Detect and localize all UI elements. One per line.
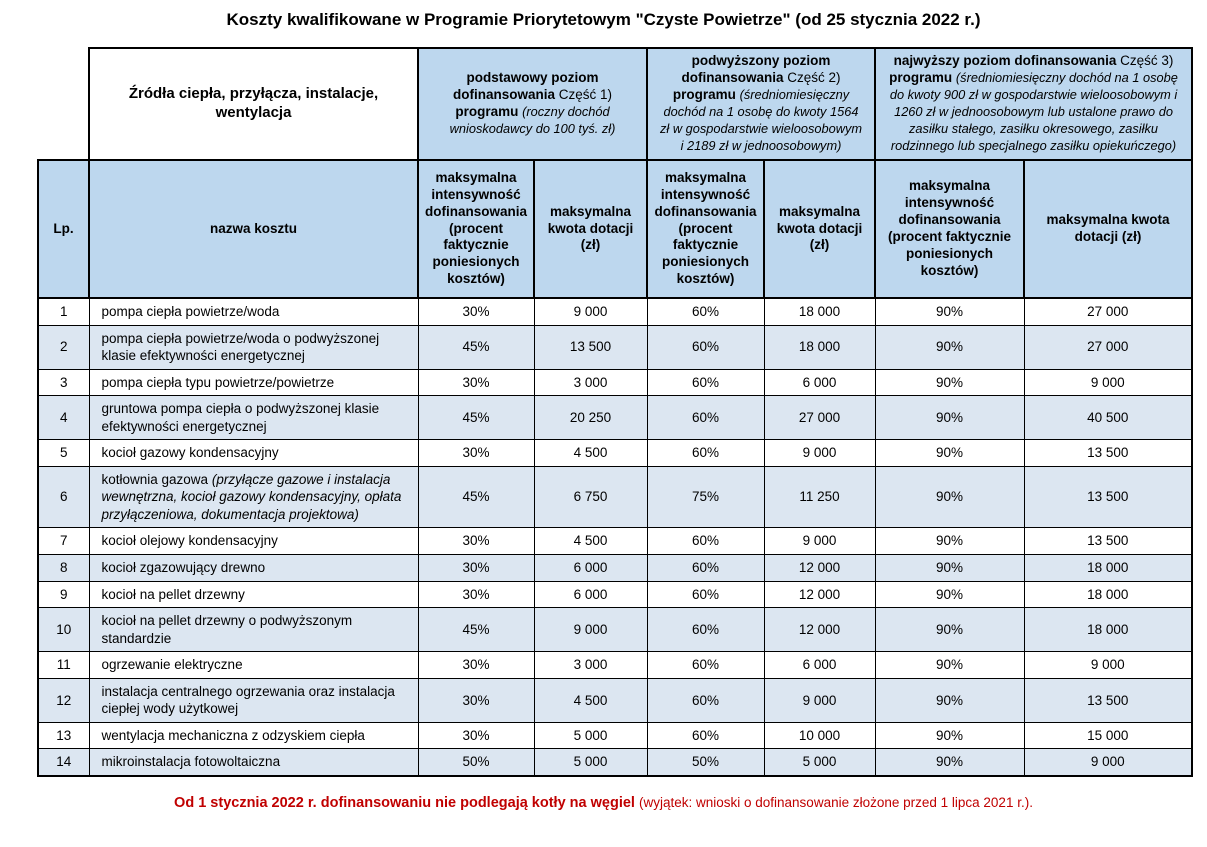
- table-row: [38, 396, 1192, 440]
- part1-amount-cell: 13 500: [534, 325, 647, 369]
- part3-intensity-column-header: maksymalna intensywność dofinansowania (procent faktycznie poniesionych kosztów): [875, 160, 1024, 298]
- table-row: [38, 678, 1192, 722]
- lp-cell: 3: [38, 369, 89, 396]
- part2-amount-cell: 9 000: [764, 678, 875, 722]
- cost-table: [37, 47, 1193, 777]
- group-basic-income-criteria: (roczny dochód wnioskodawcy do 100 tyś. zł): [449, 104, 616, 136]
- part3-amount-cell: 27 000: [1024, 325, 1192, 369]
- part2-intensity-cell: 50%: [647, 749, 764, 776]
- part1-intensity-cell: 50%: [418, 749, 534, 776]
- part1-intensity-cell: 30%: [418, 298, 534, 325]
- cost-name-cell: [89, 678, 418, 722]
- part3-intensity-cell: 90%: [875, 369, 1024, 396]
- table-row: [38, 749, 1192, 776]
- cost-name-cell: [89, 466, 418, 528]
- group-highest-program-label: programu: [889, 70, 956, 86]
- footer-note-main: Od 1 stycznia 2022 r. dofinansowaniu nie podlegają kotły na węgiel: [174, 794, 639, 811]
- table-row: [38, 440, 1192, 467]
- part3-amount-cell: 13 500: [1024, 440, 1192, 467]
- part1-intensity-cell: 30%: [418, 555, 534, 582]
- lp-cell: 14: [38, 749, 89, 776]
- cost-name-text: gruntowa pompa ciepła o podwyższonej klasie efektywności energetycznej: [101, 401, 380, 434]
- cost-name-cell: [89, 555, 418, 582]
- page-title: Koszty kwalifikowane w Programie Priorytetowym "Czyste Powietrze" (od 25 stycznia 2022 r.): [226, 10, 981, 29]
- cost-name-cell: [89, 298, 418, 325]
- part2-amount-cell: 9 000: [764, 528, 875, 555]
- lp-column-header: Lp.: [38, 160, 89, 298]
- part2-intensity-cell: 75%: [647, 466, 764, 528]
- group-increased-program-label: programu: [672, 87, 740, 103]
- lp-cell: 1: [38, 298, 89, 325]
- part1-amount-cell: 6 000: [534, 555, 647, 582]
- cost-name-text: kocioł zgazowujący drewno: [101, 560, 266, 576]
- part3-amount-cell: 18 000: [1024, 608, 1192, 652]
- part3-intensity-cell: 90%: [875, 528, 1024, 555]
- part1-intensity-column-header: maksymalna intensywność dofinansowania (procent faktycznie poniesionych kosztów): [418, 160, 534, 298]
- part2-amount-cell: 18 000: [764, 325, 875, 369]
- part2-intensity-cell: 60%: [647, 440, 764, 467]
- part1-amount-cell: 5 000: [534, 749, 647, 776]
- lp-cell: 12: [38, 678, 89, 722]
- part3-amount-cell: 9 000: [1024, 652, 1192, 679]
- lp-cell: 6: [38, 466, 89, 528]
- lp-cell: 9: [38, 581, 89, 608]
- part3-amount-cell: 18 000: [1024, 555, 1192, 582]
- cost-name-text: kocioł na pellet drzewny o podwyższonym standardzie: [101, 613, 353, 646]
- part1-amount-cell: 4 500: [534, 440, 647, 467]
- part2-intensity-cell: 60%: [647, 298, 764, 325]
- cost-name-text: kotłownia gazowa: [101, 471, 212, 487]
- lp-cell: 10: [38, 608, 89, 652]
- footer-note: [0, 794, 1207, 812]
- part2-intensity-cell: 60%: [647, 678, 764, 722]
- table-row: [38, 298, 1192, 325]
- group-basic-title: podstawowy poziom dofinansowania: [452, 70, 599, 103]
- cost-name-cell: [89, 528, 418, 555]
- group-header-basic-level: [418, 48, 647, 160]
- group-increased-title: podwyższony poziom dofinansowania: [681, 53, 831, 86]
- group-highest-income-criteria: (średniomiesięczny dochód na 1 osobę do kwoty 900 zł w gospodarstwie wieloosobowym i 1260 zł w jednoosobowym lub ustalone prawo do zasiłku stałego, zasiłku okresowego, zasiłku rodzinnego lub specjalnego zasiłku opiekuńczego): [889, 70, 1178, 153]
- part3-intensity-cell: 90%: [875, 652, 1024, 679]
- table-row: [38, 466, 1192, 528]
- part2-amount-cell: 11 250: [764, 466, 875, 528]
- part1-intensity-cell: 45%: [418, 608, 534, 652]
- cost-name-text: kocioł na pellet drzewny: [101, 586, 245, 602]
- part1-intensity-cell: 30%: [418, 369, 534, 396]
- part2-amount-cell: 12 000: [764, 555, 875, 582]
- lp-cell: 5: [38, 440, 89, 467]
- empty-corner-cell: [38, 48, 89, 160]
- lp-cell: 13: [38, 722, 89, 749]
- part3-amount-cell: 9 000: [1024, 369, 1192, 396]
- document-page: [0, 10, 1207, 812]
- table-row: [38, 652, 1192, 679]
- cost-name-text: pompa ciepła powietrze/woda: [101, 304, 280, 319]
- part1-intensity-cell: 30%: [418, 440, 534, 467]
- cost-name-cell: [89, 369, 418, 396]
- table-row: [38, 369, 1192, 396]
- part3-amount-cell: 13 500: [1024, 466, 1192, 528]
- part1-amount-cell: 3 000: [534, 652, 647, 679]
- part3-amount-column-header: maksymalna kwota dotacji (zł): [1024, 160, 1192, 298]
- group-increased-part-label: Część 2): [787, 70, 841, 86]
- part2-intensity-cell: 60%: [647, 608, 764, 652]
- group-header-highest-level: [875, 48, 1192, 160]
- part1-amount-cell: 5 000: [534, 722, 647, 749]
- part1-amount-column-header: maksymalna kwota dotacji (zł): [534, 160, 647, 298]
- part1-intensity-cell: 30%: [418, 652, 534, 679]
- column-header-row: [38, 160, 1192, 298]
- lp-cell: 4: [38, 396, 89, 440]
- part3-amount-cell: 13 500: [1024, 528, 1192, 555]
- part2-amount-cell: 18 000: [764, 298, 875, 325]
- table-row: [38, 555, 1192, 582]
- part1-intensity-cell: 30%: [418, 678, 534, 722]
- part2-amount-cell: 6 000: [764, 652, 875, 679]
- group-header-increased-level: [647, 48, 875, 160]
- cost-name-cell: [89, 325, 418, 369]
- part1-amount-cell: 9 000: [534, 608, 647, 652]
- part2-amount-cell: 10 000: [764, 722, 875, 749]
- group-highest-part-label: Część 3): [1120, 53, 1174, 69]
- group-header-row: [38, 48, 1192, 160]
- lp-cell: 8: [38, 555, 89, 582]
- part2-intensity-cell: 60%: [647, 528, 764, 555]
- cost-name-cell: [89, 608, 418, 652]
- part2-amount-cell: 9 000: [764, 440, 875, 467]
- part2-intensity-cell: 60%: [647, 369, 764, 396]
- part3-intensity-cell: 90%: [875, 466, 1024, 528]
- part3-intensity-cell: 90%: [875, 722, 1024, 749]
- part3-intensity-cell: 90%: [875, 396, 1024, 440]
- lp-cell: 2: [38, 325, 89, 369]
- part3-amount-cell: 18 000: [1024, 581, 1192, 608]
- table-row: [38, 325, 1192, 369]
- cost-name-cell: [89, 652, 418, 679]
- part3-amount-cell: 27 000: [1024, 298, 1192, 325]
- table-row: [38, 528, 1192, 555]
- cost-name-text: ogrzewanie elektryczne: [101, 657, 243, 673]
- part1-amount-cell: 3 000: [534, 369, 647, 396]
- part3-intensity-cell: 90%: [875, 749, 1024, 776]
- table-row: [38, 608, 1192, 652]
- cost-name-cell: [89, 396, 418, 440]
- part1-amount-cell: 4 500: [534, 678, 647, 722]
- cost-name-cell: [89, 722, 418, 749]
- cost-name-cell: [89, 581, 418, 608]
- part2-intensity-cell: 60%: [647, 581, 764, 608]
- part2-amount-cell: 12 000: [764, 581, 875, 608]
- part2-intensity-cell: 60%: [647, 722, 764, 749]
- table-row: [38, 581, 1192, 608]
- cost-name-text: pompa ciepła powietrze/woda o podwyższonej klasie efektywności energetycznej: [101, 330, 380, 364]
- part1-amount-cell: 6 750: [534, 466, 647, 528]
- part2-amount-cell: 27 000: [764, 396, 875, 440]
- cost-name-cell: [89, 749, 418, 776]
- part3-intensity-cell: 90%: [875, 555, 1024, 582]
- footer-note-exception: (wyjątek: wnioski o dofinansowanie złożone przed 1 lipca 2021 r.).: [638, 794, 1033, 810]
- part1-intensity-cell: 30%: [418, 581, 534, 608]
- group-highest-title: najwyższy poziom dofinansowania: [893, 53, 1121, 69]
- part1-intensity-cell: 30%: [418, 528, 534, 555]
- part2-amount-cell: 5 000: [764, 749, 875, 776]
- cost-name-italic-detail: (przyłącze gazowe i instalacja wewnętrzna, kocioł gazowy kondensacyjny, opłata przyłączeniowa, dokumentacja projektowa): [101, 471, 402, 522]
- cost-table-body: [38, 298, 1192, 776]
- heat-sources-header: Źródła ciepła, przyłącza, instalacje, wentylacja: [89, 48, 418, 160]
- part3-amount-cell: 9 000: [1024, 749, 1192, 776]
- cost-name-text: pompa ciepła typu powietrze/powietrze: [101, 374, 335, 390]
- table-row: [38, 722, 1192, 749]
- cost-name-text: kocioł gazowy kondensacyjny: [101, 445, 279, 461]
- part3-amount-cell: 15 000: [1024, 722, 1192, 749]
- part2-amount-column-header: maksymalna kwota dotacji (zł): [764, 160, 875, 298]
- part3-amount-cell: 13 500: [1024, 678, 1192, 722]
- part1-amount-cell: 20 250: [534, 396, 647, 440]
- part1-intensity-cell: 45%: [418, 466, 534, 528]
- part3-intensity-cell: 90%: [875, 440, 1024, 467]
- part1-amount-cell: 9 000: [534, 298, 647, 325]
- part2-intensity-cell: 60%: [647, 396, 764, 440]
- cost-name-text: instalacja centralnego ogrzewania oraz instalacja ciepłej wody użytkowej: [101, 683, 395, 717]
- part2-intensity-cell: 60%: [647, 652, 764, 679]
- part3-intensity-cell: 90%: [875, 581, 1024, 608]
- part2-intensity-cell: 60%: [647, 555, 764, 582]
- part2-amount-cell: 12 000: [764, 608, 875, 652]
- part3-amount-cell: 40 500: [1024, 396, 1192, 440]
- group-basic-program-label: programu: [455, 104, 523, 119]
- part2-intensity-column-header: maksymalna intensywność dofinansowania (procent faktycznie poniesionych kosztów): [647, 160, 764, 298]
- group-basic-part-label: Część 1): [558, 87, 613, 103]
- cost-name-column-header: nazwa kosztu: [89, 160, 418, 298]
- part3-intensity-cell: 90%: [875, 678, 1024, 722]
- part1-amount-cell: 6 000: [534, 581, 647, 608]
- cost-name-cell: [89, 440, 418, 467]
- part1-amount-cell: 4 500: [534, 528, 647, 555]
- part2-intensity-cell: 60%: [647, 325, 764, 369]
- part1-intensity-cell: 30%: [418, 722, 534, 749]
- lp-cell: 7: [38, 528, 89, 555]
- part3-intensity-cell: 90%: [875, 608, 1024, 652]
- cost-name-text: kocioł olejowy kondensacyjny: [101, 533, 278, 549]
- cost-name-text: mikroinstalacja fotowoltaiczna: [101, 754, 281, 770]
- group-increased-income-criteria: (średniomiesięczny dochód na 1 osobę do kwoty 1564 zł w gospodarstwie wieloosobowym i 2189 zł w jednoosobowym): [660, 87, 863, 153]
- part1-intensity-cell: 45%: [418, 396, 534, 440]
- part3-intensity-cell: 90%: [875, 298, 1024, 325]
- cost-name-text: wentylacja mechaniczna z odzyskiem ciepła: [101, 727, 365, 743]
- part2-amount-cell: 6 000: [764, 369, 875, 396]
- lp-cell: 11: [38, 652, 89, 679]
- part3-intensity-cell: 90%: [875, 325, 1024, 369]
- part1-intensity-cell: 45%: [418, 325, 534, 369]
